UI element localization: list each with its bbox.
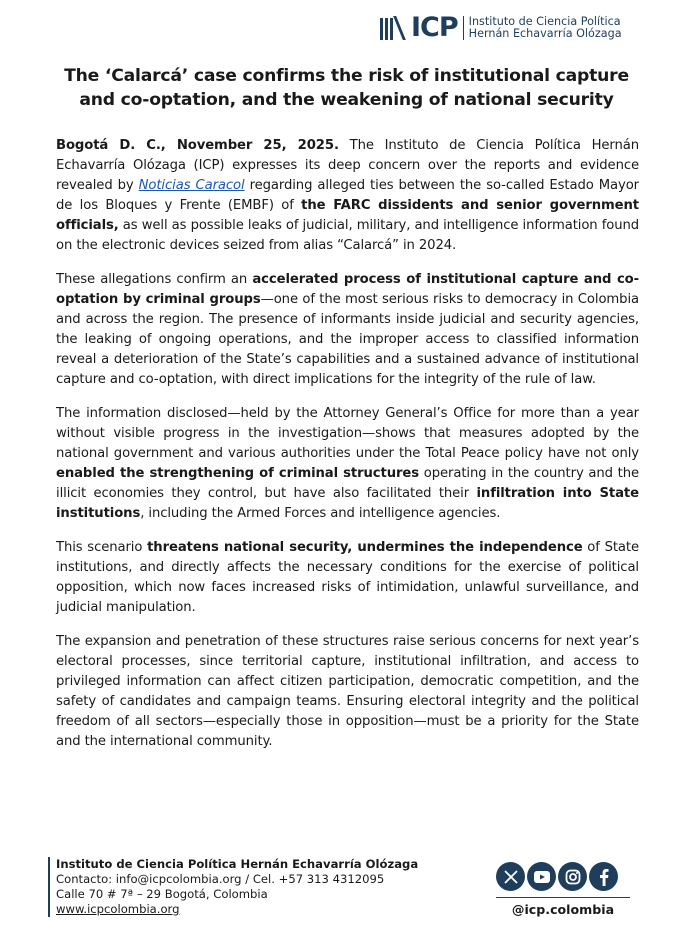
logo-name-line1: Instituto de Ciencia Política [468, 15, 621, 28]
bold-text: the FARC dissidents and senior government officials, [56, 198, 639, 233]
text: as well as possible leaks of judicial, military, and intelligence information found on the electronic devices seized from alias “Calarcá” in 2024. [56, 218, 639, 253]
text: The information disclosed—held by the Attorney General’s Office for more than a year without visible progress in the investigation—shows that measures adopted by the national government and various authorities under the Total Peace policy have not only [56, 406, 639, 461]
social-divider [496, 897, 630, 898]
social-icons [496, 862, 620, 891]
text: regarding alleged ties between the so-called Estado Mayor de los Bloques y Frente (EMBF) of [56, 178, 639, 213]
footer-contact [48, 857, 418, 917]
footer-org-name: Instituto de Ciencia Política Hernán Echavarría Olózaga [56, 857, 419, 871]
text: The expansion and penetration of these structures raise serious concerns for next year’s electoral processes, since territorial capture, institutional infiltration, and access to privileged information can affect citizen participation, democratic competition, and the safety of candidates and campaign teams. Ensuring electoral integrity and the political freedom of all sectors—especially those in opposition—must be a priority for the State and the international community. [56, 634, 639, 749]
bold-text: infiltration into State institutions [56, 486, 639, 521]
footer-website-link[interactable]: www.icpcolombia.org [56, 902, 180, 916]
text: The Instituto de Ciencia Política Hernán Echavarría Olózaga (ICP) expresses its deep concern over the reports and evidence revealed by [56, 138, 639, 193]
instagram-icon[interactable] [558, 862, 587, 891]
icp-logo [380, 12, 622, 43]
title-line1: The ‘Calarcá’ case confirms the risk of institutional capture [64, 66, 629, 86]
x-icon[interactable] [496, 862, 525, 891]
text: , including the Armed Forces and intelligence agencies. [140, 506, 501, 521]
bold-text: accelerated process of institutional capture and co-optation by criminal groups [56, 272, 639, 307]
social-handle: @icp.colombia [511, 902, 615, 917]
paragraph-4 [56, 538, 639, 618]
paragraph-2 [56, 270, 639, 390]
logo-name [469, 16, 622, 40]
footer-address: Calle 70 # 7ª – 29 Bogotá, Colombia [56, 887, 268, 901]
youtube-icon[interactable] [527, 862, 556, 891]
text: —one of the most serious risks to democracy in Colombia and across the region. The presence of informants inside judicial and security agencies, the leaking of ongoing operations, and the improper access to classified information reveal a deterioration of the State’s capabilities and a sustained advance of institutional capture and co-optation, with direct implications for the integrity of the rule of law. [56, 292, 639, 387]
text: operating in the country and the illicit economies they control, but have also facilitated their [56, 466, 639, 501]
paragraph-1 [56, 136, 639, 256]
text: This scenario [56, 540, 148, 555]
logo-acronym: ICP [411, 12, 458, 43]
facebook-icon[interactable] [589, 862, 618, 891]
logo-mark-icon [380, 16, 407, 40]
document-body [56, 136, 639, 766]
bold-text: enabled the strengthening of criminal structures [56, 466, 420, 481]
text: These allegations confirm an [56, 272, 253, 287]
paragraph-5 [56, 632, 639, 752]
bold-text: threatens national security, undermines the independence [147, 540, 583, 555]
document-title [30, 64, 663, 112]
text: of State institutions, and directly affects the necessary conditions for the exercise of political opposition, which now faces increased risks of intimidation, unlawful surveillance, and judicial manipulation. [56, 540, 639, 615]
paragraph-3 [56, 404, 639, 524]
footer-contact-line: Contacto: info@icpcolombia.org / Cel. +57 313 4312095 [56, 872, 385, 886]
dateline: Bogotá D. C., November 25, 2025. [56, 138, 339, 153]
noticias-caracol-link[interactable]: Noticias Caracol [138, 178, 245, 193]
logo-name-line2: Hernán Echavarría Olózaga [468, 27, 622, 40]
logo-divider [463, 16, 464, 40]
title-line2: and co-optation, and the weakening of national security [79, 90, 614, 110]
